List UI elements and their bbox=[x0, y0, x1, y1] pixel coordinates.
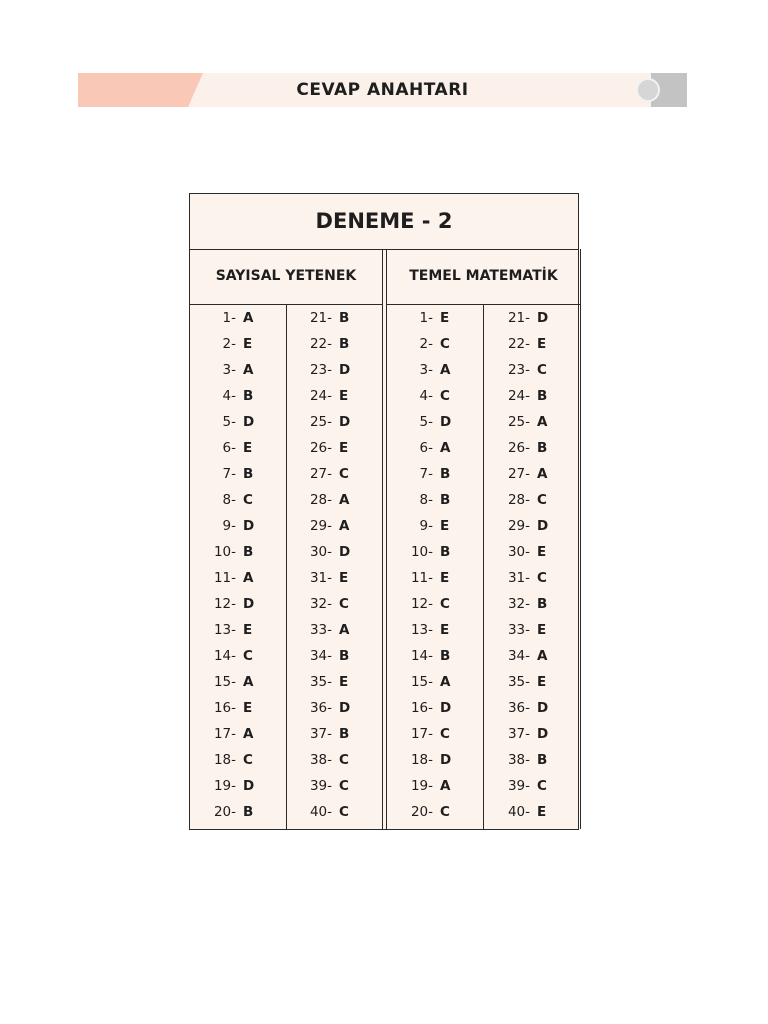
exam-title: DENEME - 2 bbox=[190, 194, 578, 250]
answer-letter: E bbox=[440, 570, 450, 586]
answer-letter: B bbox=[339, 726, 350, 742]
question-number: 11- bbox=[213, 570, 236, 586]
question-number: 40- bbox=[309, 804, 332, 820]
answer-row bbox=[190, 357, 286, 383]
answer-row bbox=[484, 539, 580, 565]
answer-column bbox=[387, 305, 484, 829]
question-number: 38- bbox=[507, 752, 530, 768]
question-number: 14- bbox=[213, 648, 236, 664]
answer-letter: D bbox=[339, 414, 351, 430]
answer-letter: B bbox=[243, 388, 254, 404]
question-number: 17- bbox=[410, 726, 433, 742]
question-number: 4- bbox=[222, 388, 236, 404]
answer-row bbox=[387, 643, 483, 669]
answer-row bbox=[190, 799, 286, 825]
answer-row bbox=[190, 565, 286, 591]
answer-row bbox=[387, 487, 483, 513]
answer-column bbox=[286, 305, 382, 829]
answer-letter: A bbox=[339, 518, 350, 534]
question-number: 32- bbox=[507, 596, 530, 612]
question-number: 27- bbox=[507, 466, 530, 482]
answer-letter: A bbox=[440, 440, 451, 456]
answer-row bbox=[387, 617, 483, 643]
answer-letter: E bbox=[537, 674, 547, 690]
question-number: 33- bbox=[507, 622, 530, 638]
section-sayisal-yetenek bbox=[189, 249, 383, 829]
question-number: 30- bbox=[507, 544, 530, 560]
question-number: 22- bbox=[309, 336, 332, 352]
answer-row bbox=[286, 461, 382, 487]
answer-row bbox=[484, 799, 580, 825]
question-number: 37- bbox=[507, 726, 530, 742]
answer-row bbox=[286, 383, 382, 409]
answer-letter: B bbox=[339, 336, 350, 352]
answer-row bbox=[484, 513, 580, 539]
answer-letter: D bbox=[339, 362, 351, 378]
answer-letter: E bbox=[537, 804, 547, 820]
question-number: 10- bbox=[410, 544, 433, 560]
answer-row bbox=[387, 305, 483, 331]
question-number: 27- bbox=[309, 466, 332, 482]
answer-letter: D bbox=[243, 596, 255, 612]
answer-row bbox=[387, 513, 483, 539]
answer-letter: A bbox=[243, 310, 254, 326]
answer-letter: E bbox=[339, 388, 349, 404]
answer-letter: C bbox=[440, 336, 450, 352]
answer-letter: C bbox=[339, 466, 349, 482]
answer-letter: A bbox=[339, 622, 350, 638]
answer-row bbox=[286, 747, 382, 773]
answer-letter: E bbox=[243, 440, 253, 456]
answer-row bbox=[286, 617, 382, 643]
answer-letter: B bbox=[440, 648, 451, 664]
question-number: 3- bbox=[419, 362, 433, 378]
answer-letter: E bbox=[339, 570, 349, 586]
section-heading: SAYISAL YETENEK bbox=[190, 249, 382, 305]
answer-row bbox=[387, 435, 483, 461]
answer-letter: E bbox=[339, 440, 349, 456]
answer-row bbox=[190, 331, 286, 357]
answer-row bbox=[190, 513, 286, 539]
question-number: 24- bbox=[507, 388, 530, 404]
question-number: 33- bbox=[309, 622, 332, 638]
answer-letter: C bbox=[440, 726, 450, 742]
question-number: 12- bbox=[410, 596, 433, 612]
question-number: 25- bbox=[309, 414, 332, 430]
answer-letter: E bbox=[537, 336, 547, 352]
answer-row bbox=[286, 487, 382, 513]
question-number: 11- bbox=[410, 570, 433, 586]
question-number: 18- bbox=[213, 752, 236, 768]
answer-row bbox=[286, 331, 382, 357]
answer-row bbox=[484, 461, 580, 487]
answer-row bbox=[484, 435, 580, 461]
answer-letter: A bbox=[339, 492, 350, 508]
question-number: 5- bbox=[419, 414, 433, 430]
question-number: 6- bbox=[419, 440, 433, 456]
answer-row bbox=[190, 591, 286, 617]
answer-row bbox=[286, 435, 382, 461]
question-number: 2- bbox=[222, 336, 236, 352]
answer-row bbox=[484, 357, 580, 383]
question-number: 23- bbox=[309, 362, 332, 378]
question-number: 2- bbox=[419, 336, 433, 352]
answer-letter: B bbox=[243, 544, 254, 560]
answer-row bbox=[286, 305, 382, 331]
answer-letter: C bbox=[243, 492, 253, 508]
answer-letter: E bbox=[440, 622, 450, 638]
answer-row bbox=[286, 409, 382, 435]
question-number: 12- bbox=[213, 596, 236, 612]
question-number: 28- bbox=[507, 492, 530, 508]
question-number: 17- bbox=[213, 726, 236, 742]
answer-letter: A bbox=[537, 414, 548, 430]
answer-row bbox=[190, 409, 286, 435]
question-number: 7- bbox=[419, 466, 433, 482]
answer-row bbox=[190, 721, 286, 747]
answer-letter: C bbox=[339, 752, 349, 768]
answer-letter: C bbox=[440, 596, 450, 612]
answer-letter: D bbox=[537, 726, 549, 742]
answer-letter: D bbox=[243, 778, 255, 794]
answer-row bbox=[387, 383, 483, 409]
answer-row bbox=[286, 669, 382, 695]
question-number: 13- bbox=[213, 622, 236, 638]
answer-letter: E bbox=[243, 622, 253, 638]
answer-letter: B bbox=[537, 596, 548, 612]
answer-column bbox=[484, 305, 580, 829]
answer-key-table bbox=[189, 193, 579, 830]
answer-letter: A bbox=[243, 570, 254, 586]
answer-letter: C bbox=[537, 492, 547, 508]
question-number: 36- bbox=[309, 700, 332, 716]
answer-letter: C bbox=[537, 778, 547, 794]
answer-letter: A bbox=[243, 674, 254, 690]
answer-letter: B bbox=[243, 804, 254, 820]
question-number: 34- bbox=[507, 648, 530, 664]
answer-letter: C bbox=[440, 388, 450, 404]
question-number: 35- bbox=[309, 674, 332, 690]
question-number: 19- bbox=[213, 778, 236, 794]
answer-letter: B bbox=[537, 752, 548, 768]
question-number: 1- bbox=[419, 310, 433, 326]
answer-row bbox=[484, 669, 580, 695]
answer-letter: D bbox=[339, 544, 351, 560]
question-number: 18- bbox=[410, 752, 433, 768]
answer-letter: A bbox=[537, 648, 548, 664]
answer-row bbox=[286, 799, 382, 825]
question-number: 9- bbox=[419, 518, 433, 534]
answer-letter: C bbox=[339, 778, 349, 794]
answer-row bbox=[286, 643, 382, 669]
question-number: 40- bbox=[507, 804, 530, 820]
answer-letter: D bbox=[243, 414, 255, 430]
answer-letter: A bbox=[243, 362, 254, 378]
answer-row bbox=[387, 773, 483, 799]
answer-letter: D bbox=[537, 700, 549, 716]
answer-row bbox=[484, 305, 580, 331]
answer-letter: D bbox=[440, 752, 452, 768]
answer-letter: D bbox=[243, 518, 255, 534]
question-number: 21- bbox=[309, 310, 332, 326]
answer-row bbox=[286, 539, 382, 565]
answer-row bbox=[190, 487, 286, 513]
answer-row bbox=[484, 565, 580, 591]
answer-letter: A bbox=[243, 726, 254, 742]
answer-row bbox=[190, 435, 286, 461]
answer-letter: B bbox=[440, 466, 451, 482]
answer-row bbox=[484, 487, 580, 513]
question-number: 32- bbox=[309, 596, 332, 612]
answer-letter: A bbox=[440, 778, 451, 794]
answer-letter: B bbox=[339, 648, 350, 664]
question-number: 3- bbox=[222, 362, 236, 378]
answer-row bbox=[387, 331, 483, 357]
answer-row bbox=[387, 747, 483, 773]
answer-row bbox=[190, 747, 286, 773]
question-number: 31- bbox=[309, 570, 332, 586]
question-number: 15- bbox=[213, 674, 236, 690]
answer-row bbox=[190, 643, 286, 669]
answer-row bbox=[190, 669, 286, 695]
section-heading: TEMEL MATEMATİK bbox=[387, 249, 580, 305]
question-number: 6- bbox=[222, 440, 236, 456]
question-number: 15- bbox=[410, 674, 433, 690]
answer-row bbox=[484, 331, 580, 357]
question-number: 39- bbox=[309, 778, 332, 794]
question-number: 9- bbox=[222, 518, 236, 534]
answer-row bbox=[286, 513, 382, 539]
question-number: 24- bbox=[309, 388, 332, 404]
question-number: 13- bbox=[410, 622, 433, 638]
answer-row bbox=[286, 357, 382, 383]
question-number: 4- bbox=[419, 388, 433, 404]
answer-letter: D bbox=[537, 518, 549, 534]
question-number: 26- bbox=[507, 440, 530, 456]
answer-row bbox=[190, 617, 286, 643]
answer-row bbox=[286, 565, 382, 591]
question-number: 8- bbox=[222, 492, 236, 508]
answer-letter: B bbox=[537, 388, 548, 404]
question-number: 19- bbox=[410, 778, 433, 794]
answer-letter: B bbox=[243, 466, 254, 482]
answer-letter: C bbox=[243, 648, 253, 664]
answer-letter: C bbox=[339, 804, 349, 820]
question-number: 37- bbox=[309, 726, 332, 742]
answer-row bbox=[387, 591, 483, 617]
answer-letter: A bbox=[537, 466, 548, 482]
question-number: 29- bbox=[309, 518, 332, 534]
answer-row bbox=[484, 721, 580, 747]
answer-row bbox=[387, 695, 483, 721]
question-number: 31- bbox=[507, 570, 530, 586]
answer-row bbox=[484, 591, 580, 617]
question-number: 20- bbox=[410, 804, 433, 820]
answer-row bbox=[387, 799, 483, 825]
answer-letter: E bbox=[440, 310, 450, 326]
answer-row bbox=[484, 747, 580, 773]
answer-letter: C bbox=[537, 570, 547, 586]
answer-row bbox=[387, 669, 483, 695]
question-number: 20- bbox=[213, 804, 236, 820]
answer-row bbox=[286, 591, 382, 617]
answer-letter: A bbox=[440, 674, 451, 690]
question-number: 8- bbox=[419, 492, 433, 508]
question-number: 22- bbox=[507, 336, 530, 352]
question-number: 5- bbox=[222, 414, 236, 430]
question-number: 14- bbox=[410, 648, 433, 664]
section-temel-matematik bbox=[386, 249, 581, 829]
page-title: CEVAP ANAHTARI bbox=[296, 80, 469, 100]
answer-letter: D bbox=[440, 414, 452, 430]
answer-letter: E bbox=[339, 674, 349, 690]
answer-row bbox=[387, 357, 483, 383]
answer-letter: B bbox=[440, 492, 451, 508]
answer-row bbox=[484, 617, 580, 643]
answer-row bbox=[387, 539, 483, 565]
answer-letter: C bbox=[537, 362, 547, 378]
question-number: 29- bbox=[507, 518, 530, 534]
answer-letter: E bbox=[440, 518, 450, 534]
question-number: 21- bbox=[507, 310, 530, 326]
answer-row bbox=[286, 695, 382, 721]
answer-row bbox=[484, 773, 580, 799]
answer-letter: B bbox=[440, 544, 451, 560]
answer-letter: D bbox=[537, 310, 549, 326]
question-number: 26- bbox=[309, 440, 332, 456]
answer-row bbox=[286, 773, 382, 799]
answer-letter: E bbox=[537, 544, 547, 560]
question-number: 7- bbox=[222, 466, 236, 482]
answer-row bbox=[190, 305, 286, 331]
answer-row bbox=[484, 383, 580, 409]
answer-letter: E bbox=[243, 700, 253, 716]
answer-letter: B bbox=[339, 310, 350, 326]
question-number: 23- bbox=[507, 362, 530, 378]
question-number: 16- bbox=[410, 700, 433, 716]
question-number: 1- bbox=[222, 310, 236, 326]
answer-row bbox=[484, 695, 580, 721]
answer-letter: C bbox=[339, 596, 349, 612]
question-number: 16- bbox=[213, 700, 236, 716]
question-number: 10- bbox=[213, 544, 236, 560]
question-number: 35- bbox=[507, 674, 530, 690]
answer-row bbox=[190, 539, 286, 565]
answer-row bbox=[387, 565, 483, 591]
answer-row bbox=[190, 695, 286, 721]
answer-row bbox=[190, 461, 286, 487]
answer-letter: E bbox=[243, 336, 253, 352]
answer-row bbox=[387, 721, 483, 747]
question-number: 39- bbox=[507, 778, 530, 794]
question-number: 28- bbox=[309, 492, 332, 508]
question-number: 36- bbox=[507, 700, 530, 716]
answer-letter: B bbox=[537, 440, 548, 456]
answer-row bbox=[190, 773, 286, 799]
question-number: 38- bbox=[309, 752, 332, 768]
answer-row bbox=[484, 643, 580, 669]
answer-row bbox=[387, 461, 483, 487]
answer-letter: D bbox=[339, 700, 351, 716]
question-number: 25- bbox=[507, 414, 530, 430]
answer-letter: E bbox=[537, 622, 547, 638]
answer-letter: A bbox=[440, 362, 451, 378]
answer-row bbox=[484, 409, 580, 435]
question-number: 30- bbox=[309, 544, 332, 560]
answer-letter: C bbox=[243, 752, 253, 768]
answer-row bbox=[387, 409, 483, 435]
answer-letter: C bbox=[440, 804, 450, 820]
question-number: 34- bbox=[309, 648, 332, 664]
answer-letter: D bbox=[440, 700, 452, 716]
answer-row bbox=[190, 383, 286, 409]
answer-column bbox=[190, 305, 287, 829]
answer-row bbox=[286, 721, 382, 747]
